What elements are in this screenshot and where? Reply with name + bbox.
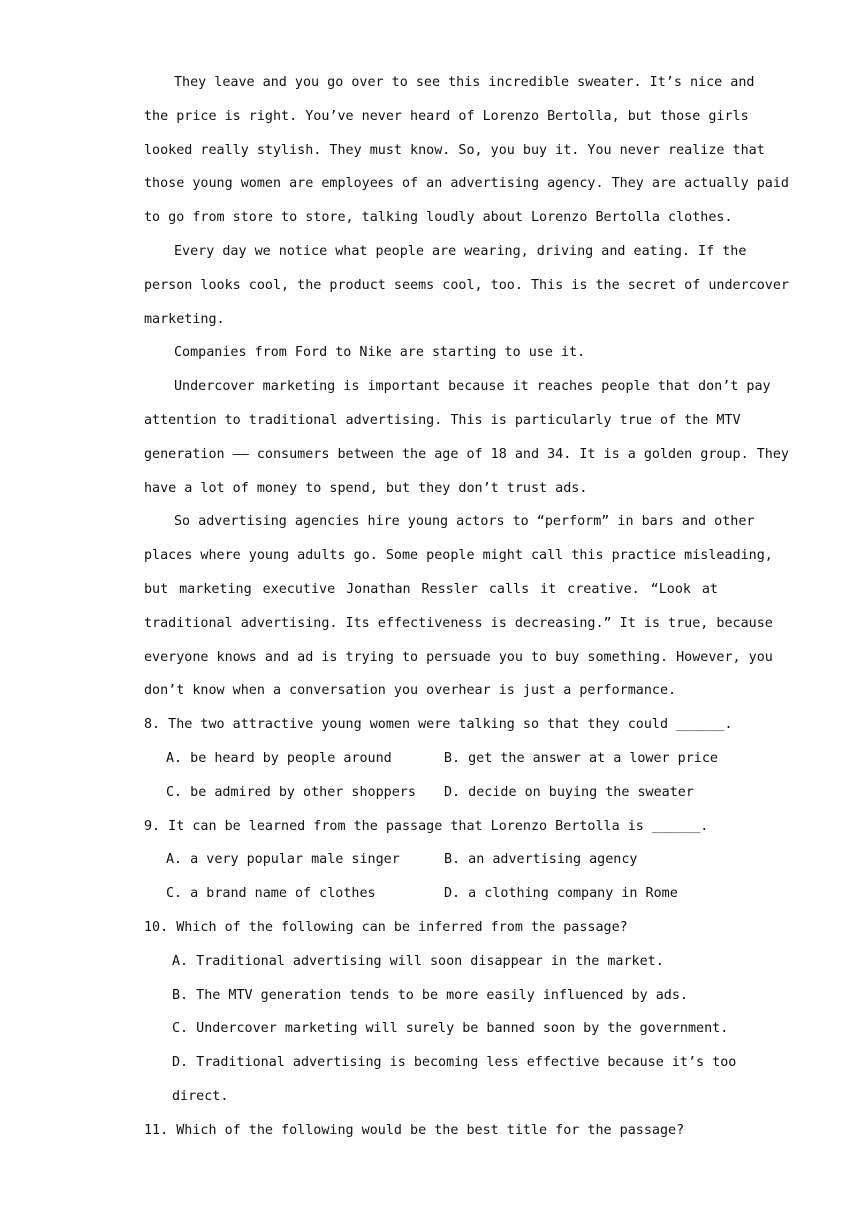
text-line: person looks cool, the product seems cool, too. This is the secret of undercover bbox=[144, 277, 789, 293]
text-line: the price is right. You’ve never heard of Lorenzo Bertolla, but those girls bbox=[144, 108, 749, 124]
text-line: marketing. bbox=[144, 311, 225, 327]
text-line: Every day we notice what people are wearing, driving and eating. If the bbox=[174, 243, 747, 259]
option-a: A. be heard by people around bbox=[166, 750, 392, 766]
option-row bbox=[144, 881, 718, 915]
paragraph-1 bbox=[144, 70, 789, 239]
question-stem: 9. It can be learned from the passage that Lorenzo Bertolla is ______. bbox=[144, 818, 709, 834]
text-line: don’t know when a conversation you overhear is just a performance. bbox=[144, 683, 677, 699]
text-line: They leave and you go over to see this incredible sweater. It’s nice and bbox=[174, 75, 755, 90]
question-stem: 11. Which of the following would be the best title for the passage? bbox=[144, 1122, 685, 1138]
text-line: places where young adults go. Some people might call this practice misleading, bbox=[144, 548, 773, 564]
text-line: traditional advertising. Its effectiveness is decreasing.” It is true, because bbox=[144, 615, 773, 631]
question-stem: 10. Which of the following can be inferred from the passage? bbox=[144, 919, 628, 935]
paragraph-3 bbox=[144, 340, 718, 374]
text-line: generation —— consumers between the age of 18 and 34. It is a golden group. They bbox=[144, 446, 789, 462]
question-stem: 8. The two attractive young women were talking so that they could ______. bbox=[144, 717, 733, 733]
option-d: D. decide on buying the sweater bbox=[444, 784, 694, 800]
option-a: A. a very popular male singer bbox=[166, 852, 400, 868]
paragraph-5 bbox=[144, 509, 773, 712]
question-11 bbox=[144, 1118, 718, 1152]
text-line: to go from store to store, talking loudly about Lorenzo Bertolla clothes. bbox=[144, 210, 733, 226]
option-b: B. get the answer at a lower price bbox=[443, 750, 718, 766]
question-8 bbox=[144, 712, 733, 813]
text-line: those young women are employees of an advertising agency. They are actually paid bbox=[144, 176, 789, 192]
text-line: everyone knows and ad is trying to persuade you to buy something. However, you bbox=[144, 649, 773, 665]
text-line: have a lot of money to spend, but they don’t trust ads. bbox=[144, 480, 588, 496]
paragraph-4 bbox=[144, 374, 789, 509]
option-c: C. a brand name of clothes bbox=[166, 886, 376, 902]
text-line: Companies from Ford to Nike are starting to use it. bbox=[174, 345, 586, 361]
document-content bbox=[144, 70, 789, 1152]
option-d: D. Traditional advertising is becoming less effective because it’s too bbox=[172, 1055, 737, 1071]
text-line: attention to traditional advertising. This is particularly true of the MTV bbox=[144, 412, 741, 428]
option-row bbox=[144, 746, 718, 780]
option-b: B. an advertising agency bbox=[444, 852, 638, 868]
option-d: D. a clothing company in Rome bbox=[444, 886, 678, 902]
question-9 bbox=[144, 814, 718, 915]
option-c: C. be admired by other shoppers bbox=[166, 784, 416, 800]
paragraph-2 bbox=[144, 239, 789, 340]
option-row bbox=[144, 780, 718, 814]
text-line: looked really stylish. They must know. So, you buy it. You never realize that bbox=[144, 142, 765, 158]
text-line: Undercover marketing is important because it reaches people that don’t pay bbox=[174, 379, 771, 395]
option-row bbox=[144, 847, 718, 881]
option-d-continued: direct. bbox=[172, 1088, 229, 1104]
option-c: C. Undercover marketing will surely be banned soon by the government. bbox=[172, 1021, 729, 1037]
option-a: A. Traditional advertising will soon disappear in the market. bbox=[172, 953, 664, 969]
option-b: B. The MTV generation tends to be more easily influenced by ads. bbox=[172, 987, 688, 1003]
text-line: but marketing executive Jonathan Ressler calls it creative. “Look at bbox=[144, 581, 718, 597]
question-10 bbox=[144, 915, 737, 1118]
text-line: So advertising agencies hire young actors to “perform” in bars and other bbox=[174, 514, 755, 530]
